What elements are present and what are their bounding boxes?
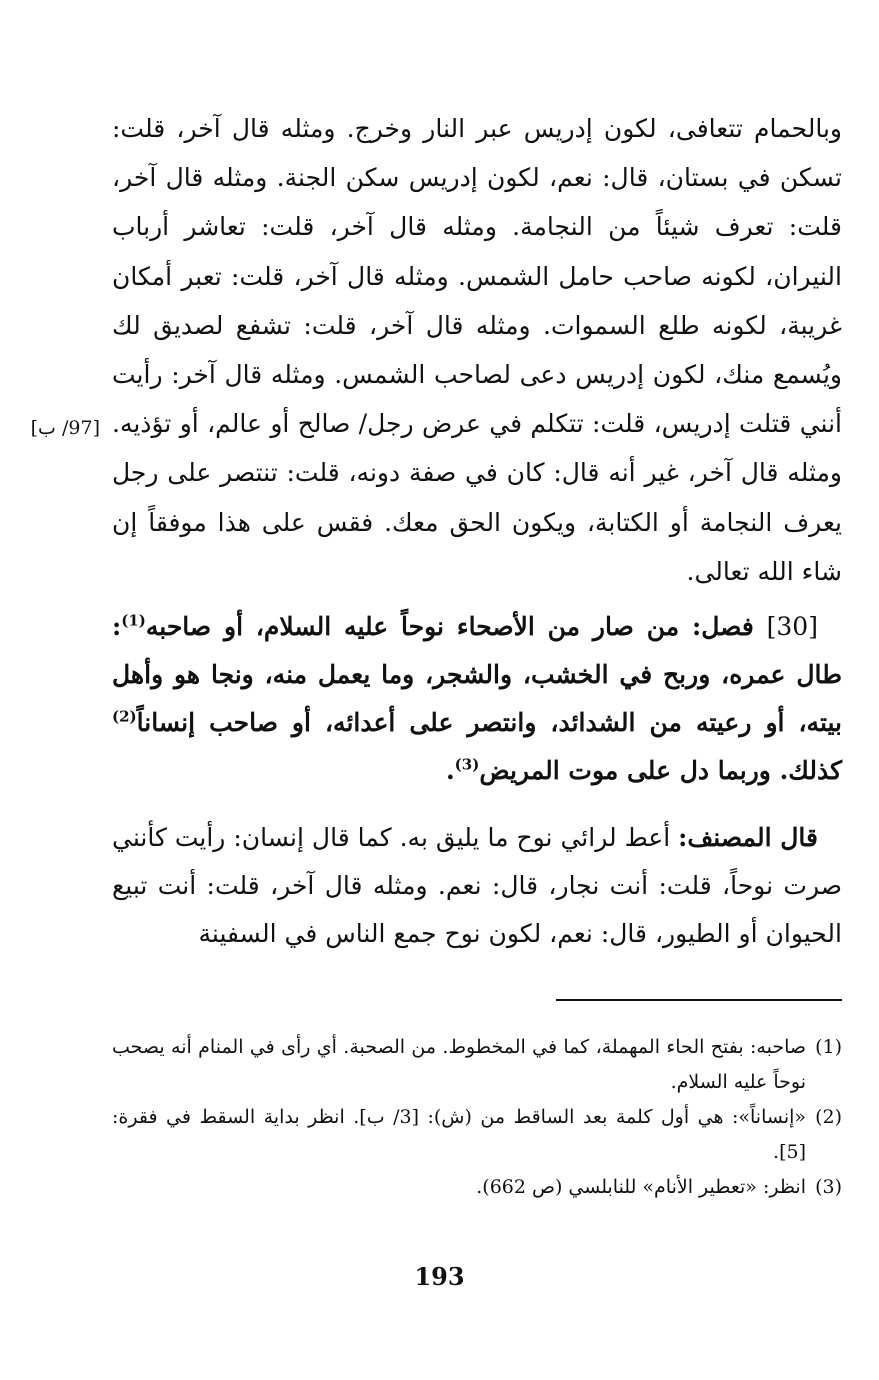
section-number: [30] <box>766 612 818 641</box>
footnote-text: صاحبه: بفتح الحاء المهملة، كما في المخطوط. من الصحبة. أي رأى في المنام أنه يصحب نوحاً عليه السلام. <box>112 1036 806 1093</box>
footnote-1 <box>112 1030 842 1100</box>
footnote-number: (3) <box>815 1176 842 1198</box>
footnote-ref-3: (3) <box>454 755 480 774</box>
section-text-part-4: . <box>445 756 455 785</box>
section-text-part-1: من صار من الأصحاء نوحاً عليه السلام، أو صاحبه <box>145 612 680 641</box>
section-text-part-2: : طال عمره، وربح في الخشب، والشجر، وما يعمل منه، ونجا هو وأهل بيته، أو رعيته من الشدائد، وانتصر على أعدائه، أو صاحب إنساناً <box>112 612 842 737</box>
paragraph-1-text: وبالحمام تتعافى، لكون إدريس عبر النار وخرج. ومثله قال آخر، قلت: تسكن في بستان، قال: نعم، لكون إدريس سكن الجنة. ومثله قال آخر، قلت: تعرف شيئاً من النجامة. ومثله قال آخر، قلت: تعاشر أرباب النيران، لكونه صاحب حامل الشمس. ومثله قال آخر، قلت: تعبر أمكان غريبة، لكونه طلع السموات. ومثله قال آخر، قلت: تشفع لصديق لك ويُسمع منك، لكون إدريس دعى لصاحب الشمس. ومثله قال آخر: رأيت أنني قتلت إدريس، قلت: تتكلم في عرض رجل/ صالح أو عالم، أو تؤذيه. ومثله قال آخر، غير أنه قال: كان في صفة دونه، قلت: تنتصر على رجل يعرف النجامة أو الكتابة، ويكون الحق معك. فقس على هذا موفقاً إن شاء الله تعالى. <box>112 114 842 586</box>
footnote-ref-1: (1) <box>121 611 146 630</box>
footnote-2 <box>112 1100 842 1170</box>
footnote-text: «إنساناً»: هي أول كلمة بعد الساقط من (ش): [3/ ب]. انظر بداية السقط في فقرة: [5]. <box>112 1106 807 1163</box>
footnotes <box>112 1030 842 1205</box>
footnote-text: انظر: «تعطير الأنام» للنابلسي (ص 662). <box>476 1176 806 1198</box>
section-30-paragraph <box>112 603 842 795</box>
footnote-ref-2: (2) <box>112 707 137 726</box>
footnote-number: (1) <box>815 1036 842 1058</box>
paragraph-3-text: أعط لرائي نوح ما يليق به. كما قال إنسان: رأيت كأنني صرت نوحاً، قلت: أنت نجار، قال: نعم. ومثله قال آخر، قلت: أنت تبيع الحيوان أو الطيور، قال: نعم، لكون نوح جمع الناس في السفينة <box>112 823 842 948</box>
footnote-number: (2) <box>815 1106 842 1128</box>
body-paragraph-1 <box>112 104 842 596</box>
footnote-separator <box>556 999 842 1001</box>
author-label: قال المصنف: <box>678 823 818 852</box>
body-paragraph-3 <box>112 814 842 958</box>
section-text-part-3: كذلك. وربما دل على موت المريض <box>479 756 842 785</box>
footnote-3 <box>112 1170 842 1205</box>
margin-folio-note: [97/ ب] <box>30 417 100 439</box>
page-number: 193 <box>414 1262 465 1291</box>
section-heading-word: فصل: <box>691 612 754 641</box>
